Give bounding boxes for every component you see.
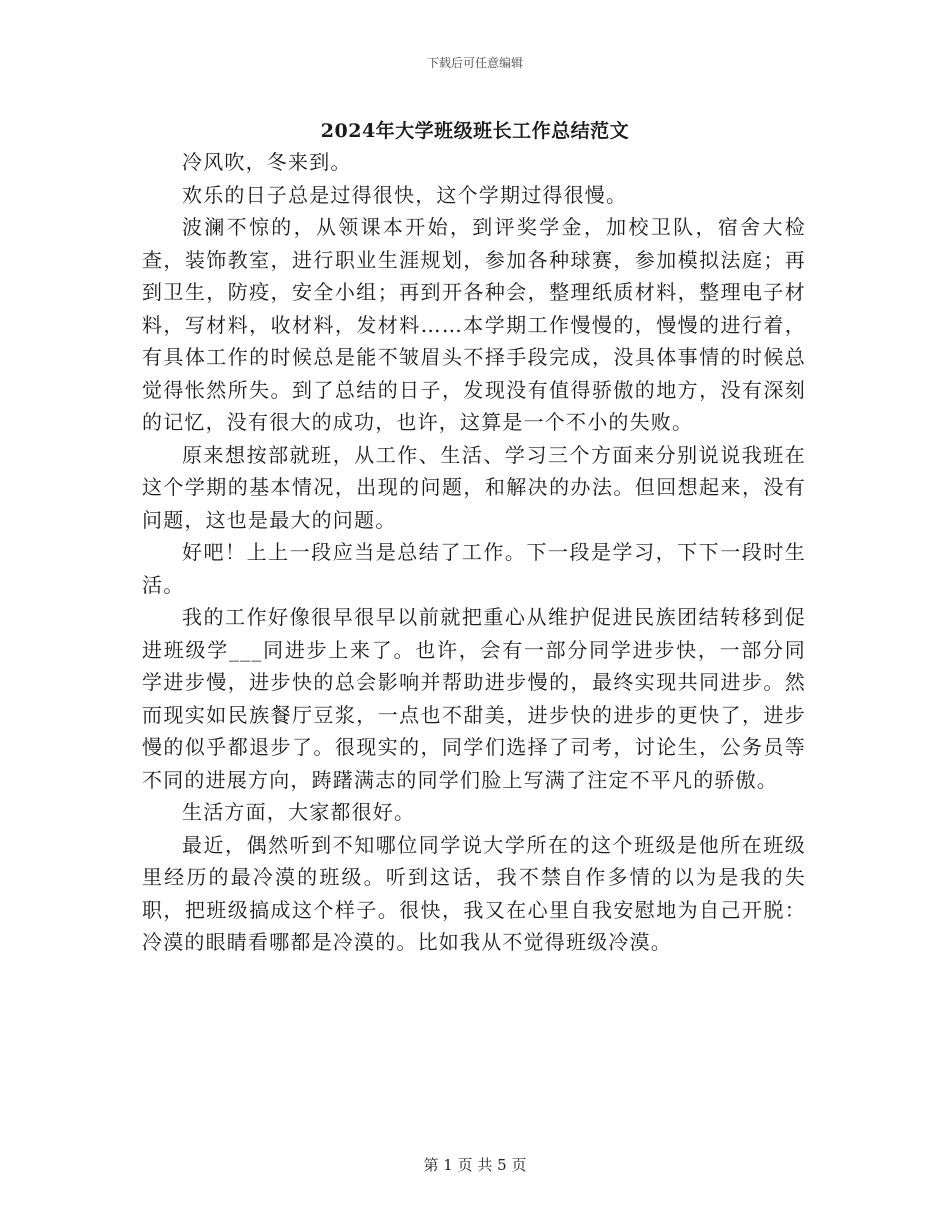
paragraph: 冷风吹，冬来到。 xyxy=(182,150,352,174)
document-title: 2024年大学班级班长工作总结范文 xyxy=(320,120,630,142)
paragraph: 生活方面，大家都很好。 xyxy=(182,800,416,824)
paragraph: 我的工作好像很早很早以前就把重心从维护促进民族团结转移到促进班级学___同进步上来了。也许，会有一部分同学进步快，一部分同学进步慢，进步快的总会影响并帮助进步慢的，最终实现共同进步。然而现实如民族餐厅豆浆，一点也不甜美，进步快的进步的更快了，进步慢的似乎都退步了。很现实的，同学们选择了司考，讨论生，公务员等不同的进展方向，踌躇满志的同学们脸上写满了注定不平凡的骄傲。 xyxy=(142,605,806,792)
header-note: 下载后可任意编辑 xyxy=(426,56,523,70)
document-body xyxy=(142,146,806,959)
page-number: 第 1 页 共 5 页 xyxy=(423,1156,527,1174)
paragraph: 波澜不惊的，从领课本开始，到评奖学金，加校卫队，宿舍大检查，装饰教室，进行职业生涯规划，参加各种球赛，参加模拟法庭；再到卫生，防疫，安全小组；再到开各种会，整理纸质材料，整理电子材料，写材料，收材料，发材料……本学期工作慢慢的，慢慢的进行着，有具体工作的时候总是能不皱眉头不择手段完成，没具体事情的时候总觉得怅然所失。到了总结的日子，发现没有值得骄傲的地方，没有深刻的记忆，没有很大的成功，也许，这算是一个不小的失败。 xyxy=(142,215,806,434)
paragraph: 原来想按部就班，从工作、生活、学习三个方面来分别说说我班在这个学期的基本情况，出现的问题，和解决的办法。但回想起来，没有问题，这也是最大的问题。 xyxy=(142,442,806,532)
paragraph: 好吧！上上一段应当是总结了工作。下一段是学习，下下一段时生活。 xyxy=(142,540,806,597)
paragraph: 欢乐的日子总是过得很快，这个学期过得很慢。 xyxy=(182,182,628,207)
paragraph: 最近，偶然听到不知哪位同学说大学所在的这个班级是他所在班级里经历的最冷漠的班级。听到这话，我不禁自作多情的以为是我的失职，把班级搞成这个样子。很快，我又在心里自我安慰地为自己开脱：冷漠的眼睛看哪都是冷漠的。比如我从不觉得班级冷漠。 xyxy=(142,832,806,954)
